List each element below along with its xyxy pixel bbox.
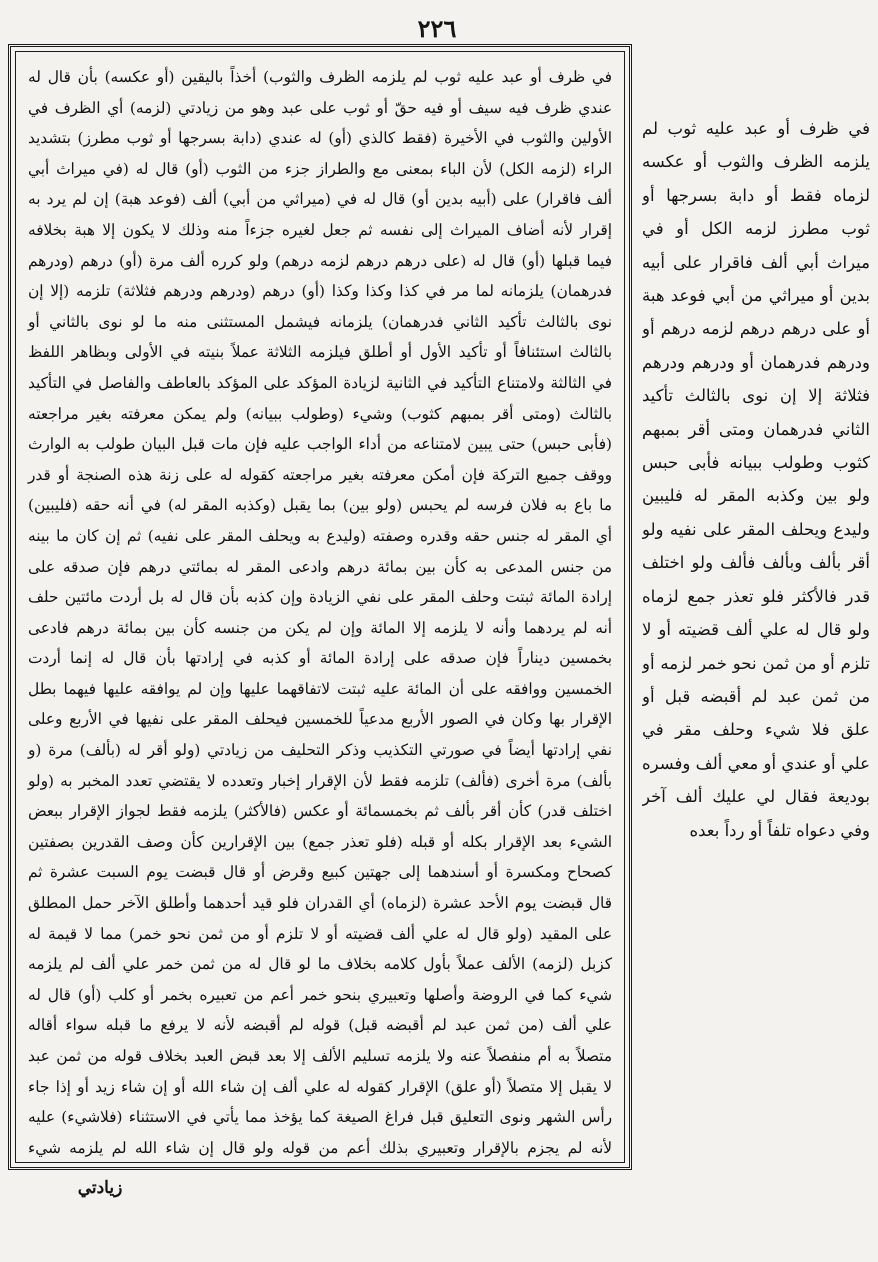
page-number: ٢٢٦ <box>417 14 457 43</box>
catchword: زيادتي <box>77 1178 123 1198</box>
main-text-inner-border <box>15 51 625 1163</box>
main-text-frame <box>8 44 632 1170</box>
margin-text-column: في ظرف أو عبد عليه ثوب لم يلزمه الظرف والثوب أو عكسه لزماه فقط أو دابة بسرجها أو ثوب مطرز لزمه الكل أو في ميراث أبي ألف فاقرار على أبيه بدين أو ميراثي من أبي فوعد هبة أو على درهم درهم لزمه درهم أو ودرهم فدرهمان أو ودرهم ودرهم فثلاثة إلا إن نوى بالثالث تأكيد الثاني فدرهمان ومتى أقر بمبهم كثوب وطولب ببيانه فأبى حبس ولو بين وكذبه المقر له فليبين وليدع ويحلف المقر على نفيه ولو أقر بألف وبألف فألف ولو اختلف قدر فالأكثر فلو تعذر جمع لزماه ولو قال له علي ألف قضيته أو لا تلزم أو من ثمن نحو خمر لزمه أو من ثمن عبد لم أقبضه قبل أو علق فلا شيء وحلف مقر في علي أو عندي أو معي ألف وفسره بوديعة فقال لي عليك ألف آخر وفي دعواه تلفاً أو رداً بعده <box>642 119 870 840</box>
main-text-body: في ظرف أو عبد عليه ثوب لم يلزمه الظرف والثوب) أخذاً باليقين (أو عكسه) بأن قال له عندي ظرف فيه سيف أو فيه حقّ أو ثوب على عبد وهو من زيادتي (لزمه) أي الظرف في الأولين والثوب في الأخيرة (فقط كالذي (أو) له عندي (دابة بسرجها أو ثوب مطرز) بتشديد الراء (لزمه الكل) لأن الباء بمعنى مع والطراز جزء من الثوب (أو) قال له (في ميراث أبي ألف فاقرار) على (أبيه بدين أو) قال له في (ميراثي من أبي) ألف (فوعد هبة) إن لم يرد به إقرار لأنه أضاف الميراث إلى نفسه ثم جعل لغيره جزءاً منه وذلك لا يكون إلا هبة بخلافه فيما قبلها (أو) قال له (على درهم درهم لزمه درهم) ولو كرره ألف مرة (أو) درهم (ودرهم فدرهمان) يلزمانه لما مر في كذا وكذا وكذا (أو) درهم (ودرهم ودرهم فثلاثة) تلزمه (إلا إن نوى بالثالث تأكيد الثاني فدرهمان) يلزمانه فيشمل المستثنى منه ما لو نوى بالثاني أو بالثالث استئنافاً أو تأكيد الأول أو أطلق فيلزمه الثلاثة عملاً بنيته في الأولى وبظاهر اللفظ في الثالثة ولامتناع التأكيد في الثانية لزيادة المؤكد على المؤكد بالعاطف والفاصل في التأكيد بالثالث (ومتى أقر بمبهم كثوب) وشيء (وطولب ببيانه) ولم يمكن معرفته بغير مراجعته (فأبى حبس) حتى يبين لامتناعه من أداء الواجب عليه فإن مات قبل البيان طولب به الوارث ووقف جميع التركة فإن أمكن معرفته بغير مراجعته كقوله له على زنة هذه الصنجة أو قدر ما باع به فلان فرسه لم يحبس (ولو بين) بما يقبل (وكذبه المقر له) في أنه حقه (فليبين) أي المقر له جنس حقه وقدره وصفته (وليدع به ويحلف المقر على نفيه) ثم إن كان ما بينه من جنس المدعى به كأن بين بمائة درهم وادعى المقر له بمائتي درهم فإن صدقه على إرادة المائة ثبتت وحلف المقر على نفي الزيادة وإن كذبه بأن قال له بل أردت مائتين حلف أنه لم يردهما وأنه لا يلزمه إلا المائة وإن لم يكن من جنسه كأن بين بمائة درهم فادعى بخمسين ديناراً فإن صدقه على إرادة المائة أو كذبه في إرادتها بأن قال له إنما أردت الخمسين ووافقه على أن المائة عليه ثبتت لاتفاقهما عليها وإن لم يوافقه عليها فيهما بطل الإقرار بها وكان في الصور الأربع مدعياً للخمسين فيحلف المقر على نفيها في الأربع وعلى نفي إرادتها أيضاً في صورتي التكذيب وذكر التحليف من زيادتي (ولو أقر له (بألف) مرة (و بألف) مرة أخرى (فألف) تلزمه فقط لأن الإقرار إخبار وتعدده لا يقتضي تعدد المخبر به (ولو اختلف قدر) كأن أقر بألف ثم بخمسمائة أو عكس (فالأكثر) يلزمه فقط لجواز الإقرار ببعض الشيء بعد الإقرار بكله أو قبله (فلو تعذر جمع) بين الإقرارين كأن وصف القدرين بصفتين كصحاح ومكسرة أو أسندهما إلى جهتين كبيع وقرض أو قال قبضت يوم السبت عشرة ثم قال قبضت يوم الأحد عشرة (لزماه) أي القدران فلو قيد أحدهما وأطلق الآخر حمل المطلق على المقيد (ولو قال له علي ألف قضيته أو لا تلزم أو من ثمن نحو خمر) مما لا قيمة له كزبل (لزمه) الألف عملاً بأول كلامه بخلاف ما لو قال له من ثمن خمر علي ألف لم يلزمه شيء كما في الروضة وأصلها وتعبيري بنحو خمر أعم من تعبيره بخمر أو كلب (أو) قال له علي ألف (من ثمن عبد لم أقبضه قبل) قوله لم أقبضه لأنه لا يرفع ما قبله سواء أقاله متصلاً به أم منفصلاً عنه ولا يلزمه تسليم الألف إلا بعد قبض العبد بخلاف قوله من ثمن عبد لا يقبل إلا متصلاً (أو علق) الإقرار كقوله له علي ألف إن شاء الله أو إن شاء زيد أو إذا جاء رأس الشهر ونوى التعليق قبل فراغ الصيغة كما يؤخذ مما يأتي في الاستثناء (فلاشيء) عليه لأنه لم يجزم بالإقرار وتعبيري بذلك أعم من قوله ولو قال إن شاء الله لم يلزمه شيء <box>28 68 612 1157</box>
